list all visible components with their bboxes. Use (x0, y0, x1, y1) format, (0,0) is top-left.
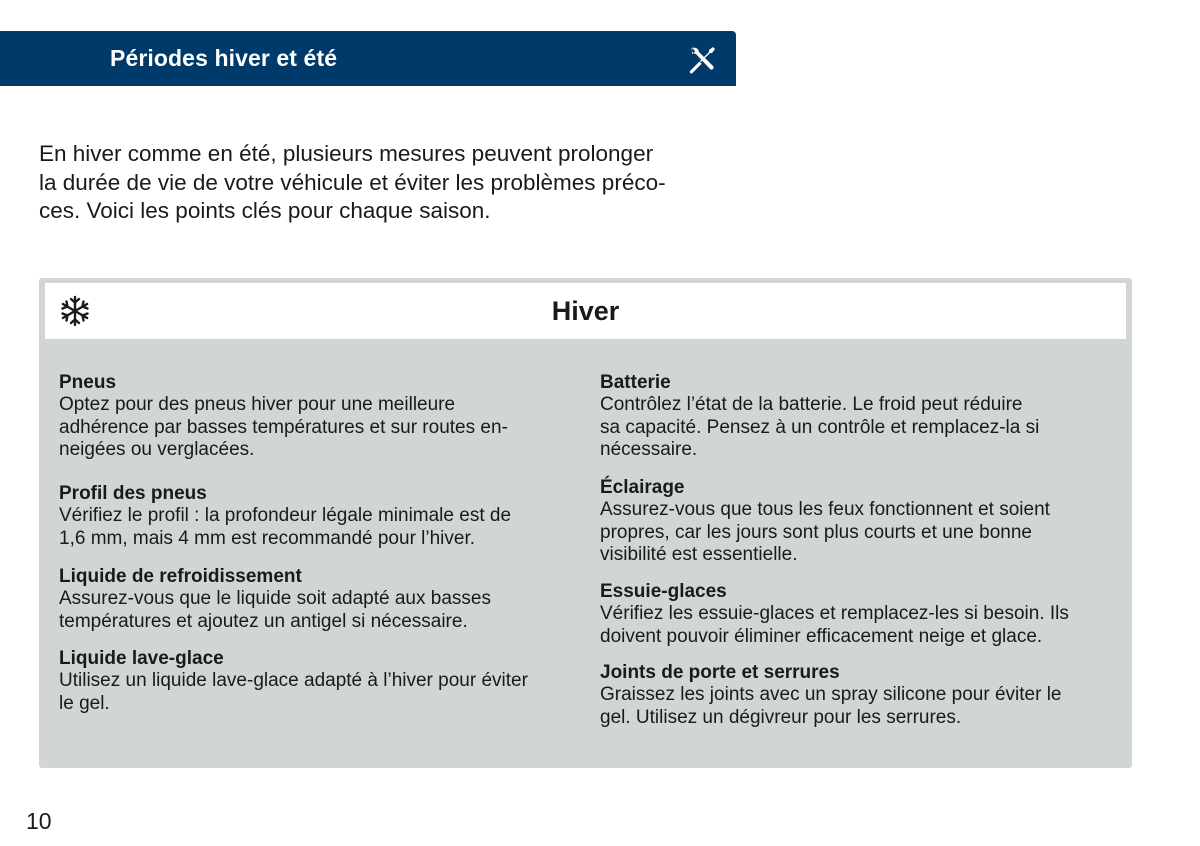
tip-text (59, 394, 508, 462)
tip-line: gel. Utilisez un dégivreur pour les serrures. (600, 706, 962, 728)
winter-title: Hiver (551, 296, 620, 326)
tip-line: propres, car les jours sont plus courts et une bonne (600, 521, 1032, 543)
tip-line: 1,6 mm, mais 4 mm est recommandé pour l’hiver. (59, 527, 476, 549)
tip-title: Éclairage (600, 477, 685, 498)
tip-line: visibilité est essentielle. (600, 544, 798, 565)
tip-text (600, 499, 1050, 567)
tip-item (59, 372, 508, 462)
winter-box-header (45, 283, 1126, 339)
tip-text (600, 603, 1069, 648)
intro-line: En hiver comme en été, plusieurs mesures peuvent prolonger (39, 141, 654, 166)
tip-title: Liquide de refroidissement (59, 566, 302, 587)
tip-line: nécessaire. (600, 439, 698, 460)
tip-line: le gel. (59, 692, 110, 714)
section-title: Périodes hiver et été (110, 45, 338, 71)
tip-line: Assurez-vous que tous les feux fonctionnent et soient (600, 499, 1050, 520)
tip-line: températures et ajoutez un antigel si nécessaire. (59, 610, 468, 632)
tip-line: sa capacité. Pensez à un contrôle et remplacez-la si (600, 416, 1040, 438)
tip-item (600, 477, 1050, 567)
tip-item (600, 581, 1069, 648)
intro-line: ces. Voici les points clés pour chaque saison. (39, 198, 491, 223)
tip-item (600, 372, 1039, 462)
section-header (0, 31, 736, 86)
tip-title: Joints de porte et serrures (600, 662, 840, 683)
tip-line: Vérifiez le profil : la profondeur légale minimale est de (59, 505, 512, 526)
tools-icon (686, 43, 718, 75)
page-number: 10 (26, 808, 52, 834)
tip-line: adhérence par basses températures et sur routes en- (59, 416, 508, 438)
tip-text (59, 670, 528, 715)
tip-item (59, 648, 528, 715)
tip-item (600, 662, 1061, 729)
winter-box (39, 278, 1132, 768)
intro-paragraph (39, 140, 729, 226)
tip-item (59, 483, 511, 550)
tip-line: Utilisez un liquide lave-glace adapté à l’hiver pour éviter (59, 670, 528, 691)
tip-line: Vérifiez les essuie-glaces et remplacez-les si besoin. Ils (600, 603, 1069, 624)
tip-line: Optez pour des pneus hiver pour une meilleure (59, 394, 456, 415)
tip-title: Essuie-glaces (600, 581, 727, 602)
tip-title: Pneus (59, 372, 117, 393)
tip-line: Assurez-vous que le liquide soit adapté aux basses (59, 588, 491, 609)
tip-line: neigées ou verglacées. (59, 439, 255, 460)
tip-title: Profil des pneus (59, 483, 207, 504)
tip-title: Liquide lave-glace (59, 648, 224, 669)
tip-text (59, 588, 491, 633)
tip-text (600, 684, 1061, 729)
tip-text (600, 394, 1039, 462)
intro-line: la durée de vie de votre véhicule et éviter les problèmes préco- (39, 169, 666, 195)
tip-line: Graissez les joints avec un spray silicone pour éviter le (600, 684, 1062, 705)
tip-text (59, 505, 511, 550)
tip-item (59, 566, 491, 633)
tip-line: doivent pouvoir éliminer efficacement neige et glace. (600, 625, 1043, 647)
tip-title: Batterie (600, 372, 671, 393)
tip-line: Contrôlez l’état de la batterie. Le froid peut réduire (600, 394, 1023, 415)
